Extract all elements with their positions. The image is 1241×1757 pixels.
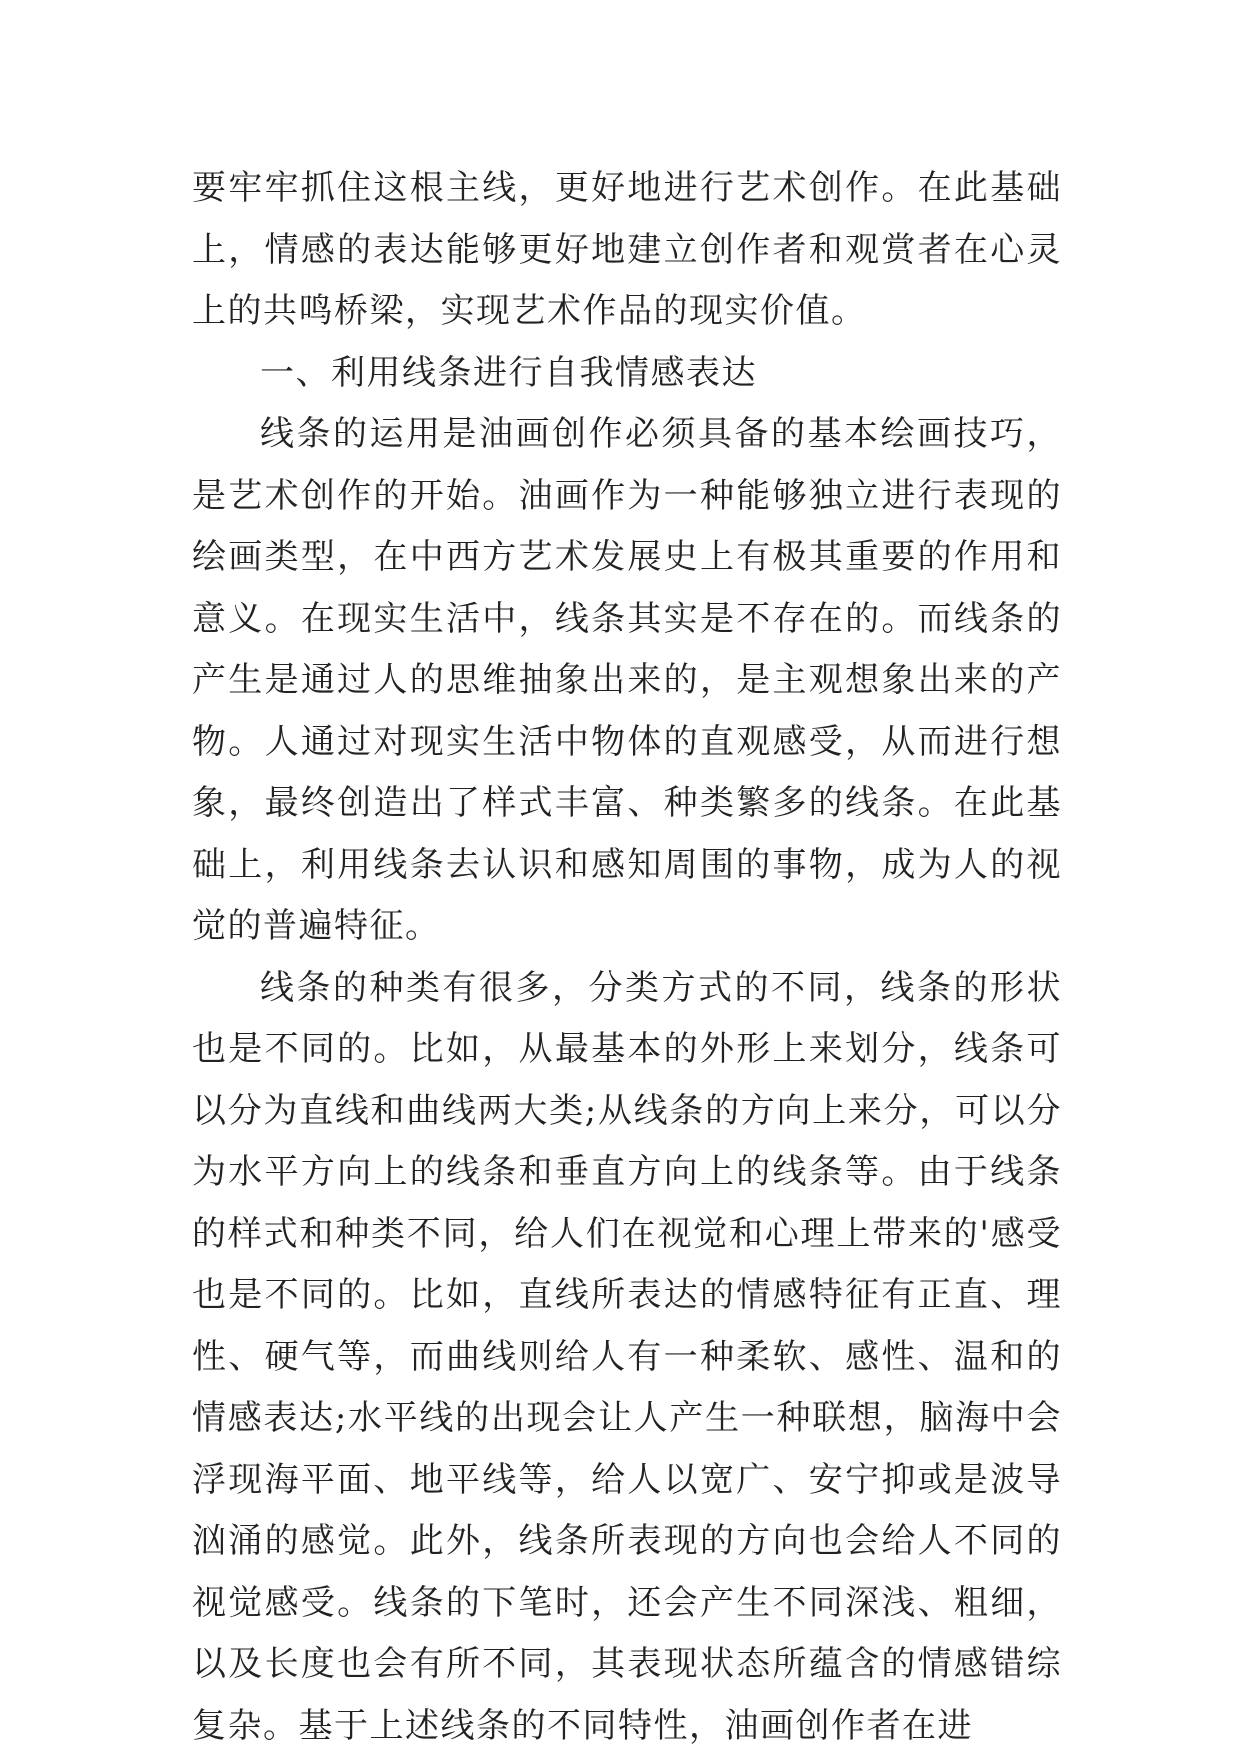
section-heading: 一、利用线条进行自我情感表达 bbox=[192, 343, 1062, 405]
paragraph-intro-continuation: 要牢牢抓住这根主线，更好地进行艺术创作。在此基础上，情感的表达能够更好地建立创作者和观赏者在心灵上的共鸣桥梁，实现艺术作品的现实价值。 bbox=[192, 158, 1062, 343]
paragraph-body-2: 线条的种类有很多，分类方式的不同，线条的形状也是不同的。比如，从最基本的外形上来划分，线条可以分为直线和曲线两大类;从线条的方向上来分，可以分为水平方向上的线条和垂直方向上的线条等。由于线条的样式和种类不同，给人们在视觉和心理上带来的'感受也是不同的。比如，直线所表达的情感特征有正直、理性、硬气等，而曲线则给人有一种柔软、感性、温和的情感表达;水平线的出现会让人产生一种联想，脑海中会浮现海平面、地平线等，给人以宽广、安宁抑或是波导汹涌的感觉。此外，线条所表现的方向也会给人不同的视觉感受。线条的下笔时，还会产生不同深浅、粗细，以及长度也会有所不同，其表现状态所蕴含的情感错综复杂。基于上述线条的不同特性，油画创作者在进 bbox=[192, 958, 1062, 1757]
paragraph-body-1: 线条的运用是油画创作必须具备的基本绘画技巧，是艺术创作的开始。油画作为一种能够独立进行表现的绘画类型，在中西方艺术发展史上有极其重要的作用和意义。在现实生活中，线条其实是不存在的。而线条的产生是通过人的思维抽象出来的，是主观想象出来的产物。人通过对现实生活中物体的直观感受，从而进行想象，最终创造出了样式丰富、种类繁多的线条。在此基础上，利用线条去认识和感知周围的事物，成为人的视觉的普遍特征。 bbox=[192, 404, 1062, 958]
document-body bbox=[192, 158, 1062, 1757]
